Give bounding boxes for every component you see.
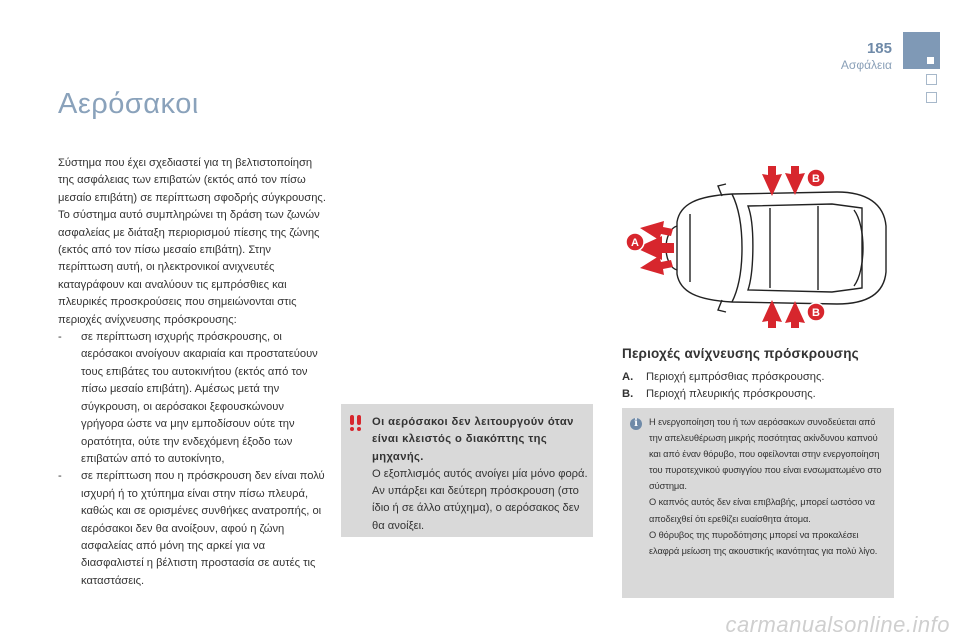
info-paragraph: Η ενεργοποίηση του ή των αερόσακων συνοδεύεται από την απελευθέρωση μικρής ποσότητας ακίνδυνου καπνού και από έναν θόρυβο, που οφείλονται στην ενεργοποίηση του πυροτεχνικού φυσιγγίου που είναι ενσωματωμένο στο σύστημα. (649, 417, 882, 492)
svg-text:B: B (812, 173, 820, 185)
zones-legend (622, 369, 892, 402)
list-dash: - (58, 470, 62, 483)
main-text (58, 155, 328, 590)
intro-paragraph: Σύστημα που έχει σχεδιαστεί για τη βελτιστοποίηση της ασφάλειας των επιβατών (εκτός από τον πίσω μεσαίο επιβάτη) σε περίπτωση σφοδρής σύγκρουσης. Το σύστημα αυτό συμπληρώνει τη δράση των ζωνών ασφαλείας με διάταξη περιορισμού πίεσης της ζώνης (εκτός από τον πίσω μεσαίο επιβάτη). Στην περίπτωση αυτή, οι ηλεκτρονικοί ανιχνευτές καταγράφουν και αναλύουν τις εμπρόσθιες και πλευρικές προσκρούσεις που σημειώνονται στις περιοχές ανίχνευσης πρόσκρουσης: (58, 157, 326, 326)
tab-square-icon (927, 57, 934, 64)
list-item-text: σε περίπτωση ισχυρής πρόσκρουσης, οι αερόσακοι ανοίγουν ακαριαία και προστατεύουν τους επιβάτες του αυτοκινήτου (εκτός από τον πίσω μεσαίο επιβάτη). Αμέσως μετά την σύγκρουση, οι αερόσακοι ξεφουσκώνουν γρήγορα ώστε να μην εμποδίσουν ούτε την ορατότητα, ούτε την ενδεχόμενη έξοδο των επιβατών από το αυτοκίνητο, (81, 331, 318, 465)
page-number: 185 (866, 40, 892, 57)
detection-list (58, 329, 328, 590)
warning-text (372, 414, 588, 535)
legend-text: Περιοχή πλευρικής πρόσκρουσης. (646, 387, 816, 400)
section-name: Ασφάλεια (840, 58, 892, 72)
warning-bold: Οι αερόσακοι δεν λειτουργούν όταν είναι κλειστός ο διακόπτης της μηχανής. (372, 416, 574, 463)
zones-title: Περιοχές ανίχνευσης πρόσκρουσης (622, 346, 859, 361)
watermark: carmanualsonline.info (725, 612, 950, 637)
info-text (649, 414, 885, 559)
page-title: Αερόσακοι (58, 88, 199, 120)
info-paragraph: Ο καπνός αυτός δεν είναι επιβλαβής, μπορεί ωστόσο να αποδειχθεί ότι ερεθίζει ευαίσθητα άτομα. (649, 497, 875, 524)
chapter-tab[interactable] (903, 32, 940, 69)
svg-text:B: B (812, 307, 820, 319)
car-diagram (622, 166, 892, 328)
label-b-bottom (807, 303, 825, 321)
legend-item (622, 386, 892, 403)
info-paragraph: Ο θόρυβος της πυροδότησης μπορεί να προκαλέσει ελαφρά μείωση της ακουστικής ικανότητας για πολύ λίγο. (649, 529, 878, 556)
legend-item (622, 369, 892, 386)
label-a (626, 233, 644, 251)
legend-text: Περιοχή εμπρόσθιας πρόσκρουσης. (646, 371, 825, 383)
legend-key: B. (622, 387, 634, 400)
list-item (58, 329, 328, 468)
nav-square-2[interactable] (926, 92, 937, 103)
nav-square-1[interactable] (926, 74, 937, 85)
info-icon: i (630, 418, 642, 430)
list-item-text: σε περίπτωση που η πρόσκρουση δεν είναι πολύ ισχυρή ή το χτύπημα είναι στην πίσω πλευρά, καθώς και σε ορισμένες συνθήκες ανατροπής, οι αερόσακοι δεν θα ανοίξουν, αφού η ζώνη ασφαλείας από μόνη της αρκεί για να διασφαλιστεί η βέλτιστη προστασία σε αυτές τις καταστάσεις. (81, 470, 325, 587)
svg-text:A: A (631, 237, 639, 249)
legend-key: A. (622, 371, 634, 383)
list-item (58, 468, 328, 590)
warning-exclamation-icon (349, 415, 363, 431)
label-b-top (807, 169, 825, 187)
warning-body: Ο εξοπλισμός αυτός ανοίγει μία μόνο φορά. Αν υπάρξει και δεύτερη πρόσκρουση (στο ίδιο ή σε άλλο ατύχημα), ο αερόσακος δεν θα ανοίξει. (372, 467, 588, 532)
list-dash: - (58, 331, 62, 344)
